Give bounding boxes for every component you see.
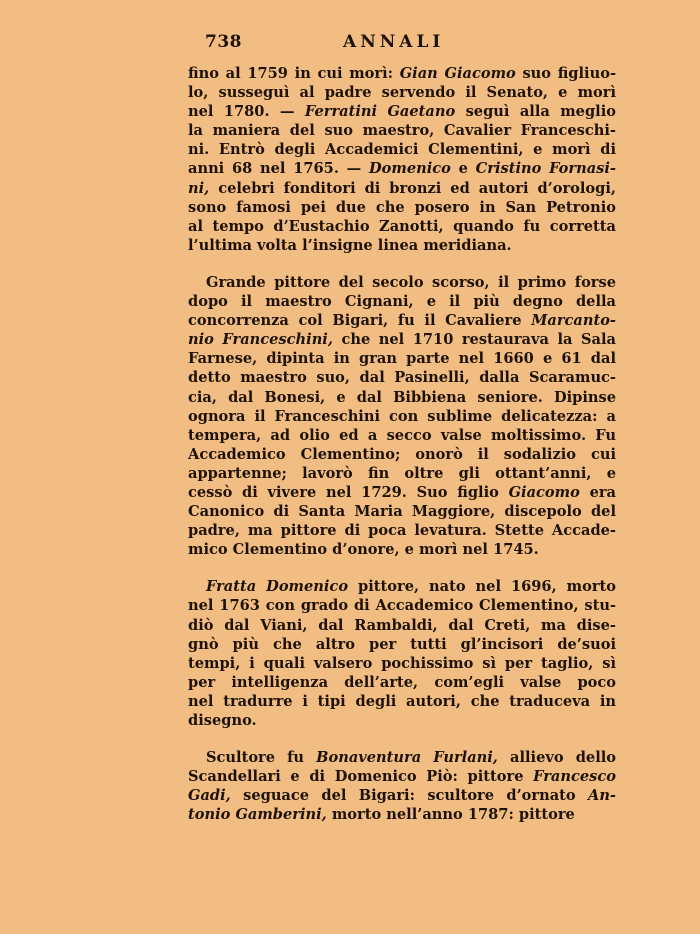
text-line xyxy=(188,179,616,198)
text-line xyxy=(188,502,616,521)
text-run: Scandellari e di Domenico Piò: pittore xyxy=(188,768,534,786)
text-line xyxy=(188,654,616,673)
text-run: nel 1763 con grado di Accademico Clementino, stu- xyxy=(188,597,616,615)
text-line xyxy=(188,426,616,445)
text-run: tempi, i quali valsero pochissimo sì per taglio, sì xyxy=(188,654,616,672)
italic-name: Fratta Domenico xyxy=(206,578,349,596)
text-run: lo, susseguì al padre servendo il Senato, e morì xyxy=(188,84,616,102)
italic-name: Domenico xyxy=(369,160,451,178)
text-run: Scultore fu xyxy=(206,749,317,767)
text-line xyxy=(188,349,616,368)
text-line xyxy=(188,616,616,635)
paragraph-gap xyxy=(188,730,616,748)
text-line xyxy=(188,273,616,292)
italic-name: Francesco xyxy=(533,768,616,786)
text-line xyxy=(188,64,616,83)
paragraph xyxy=(188,577,616,730)
text-run: seguace del Bigari: scultore d’ornato xyxy=(230,787,588,805)
text-run: era xyxy=(579,483,616,501)
text-line xyxy=(188,407,616,426)
text-line xyxy=(188,786,616,805)
text-run: sono famosi pei due che posero in San Petronio xyxy=(188,198,616,216)
text-line xyxy=(188,311,616,330)
text-line xyxy=(188,236,616,255)
text-line xyxy=(188,692,616,711)
text-run: seguì alla meglio xyxy=(455,103,616,121)
text-run: morto nell’anno 1787: pittore xyxy=(326,806,575,824)
italic-name: tonio Gamberini, xyxy=(188,806,327,824)
text-run: diò dal Viani, dal Rambaldi, dal Creti, ma dise- xyxy=(188,616,616,634)
text-run: nel tradurre i tipi degli autori, che traduceva in xyxy=(188,692,616,710)
text-line xyxy=(188,711,616,730)
text-line xyxy=(188,330,616,349)
text-run: cessò di vivere nel 1729. Suo figlio xyxy=(188,483,509,501)
text-line xyxy=(188,368,616,387)
text-run: disegno. xyxy=(188,712,257,729)
text-run: gnò più che altro per tutti gl’incisori de’suoi xyxy=(188,635,616,653)
italic-name: Bonaventura Furlani, xyxy=(316,749,498,767)
text-run: la maniera del suo maestro, Cavalier Franceschi- xyxy=(188,122,616,140)
text-run: nel 1780. — xyxy=(188,103,305,121)
italic-name: ni, xyxy=(188,179,210,197)
text-run: tempera, ad olio ed a secco valse moltissimo. Fu xyxy=(188,426,616,444)
italic-name: An- xyxy=(588,787,616,805)
text-line xyxy=(188,673,616,692)
text-run: e xyxy=(450,160,476,178)
page-number: 738 xyxy=(205,32,242,52)
text-run: celebri fonditori di bronzi ed autori d’orologi, xyxy=(209,179,616,197)
italic-name: Gian Giacomo xyxy=(399,65,516,82)
italic-name: nio Franceschini, xyxy=(188,331,333,349)
text-line xyxy=(188,521,616,540)
text-run: Grande pittore del secolo scorso, il primo forse xyxy=(206,273,616,291)
page-header xyxy=(0,32,700,56)
text-run: Canonico di Santa Maria Maggiore, discepolo del xyxy=(188,503,616,521)
italic-name: Gadi, xyxy=(188,787,231,805)
text-run: cia, dal Bonesi, e dal Bibbiena seniore. Dipinse xyxy=(188,388,616,406)
text-line xyxy=(188,748,616,767)
text-run: concorrenza col Bigari, fu il Cavaliere xyxy=(188,312,532,330)
text-line xyxy=(188,140,616,159)
text-run: allievo dello xyxy=(497,749,617,767)
italic-name: Ferratini Gaetano xyxy=(304,103,456,121)
text-line xyxy=(188,635,616,654)
text-line xyxy=(188,577,616,596)
text-line xyxy=(188,159,616,178)
text-run: al tempo d’Eustachio Zanotti, quando fu corretta xyxy=(188,217,616,235)
text-line xyxy=(188,388,616,407)
paragraph-gap xyxy=(188,559,616,577)
text-line xyxy=(188,540,616,559)
text-run: ni. Entrò degli Accademici Clementini, e morì di xyxy=(188,141,616,159)
text-line xyxy=(188,805,616,824)
paragraph-gap xyxy=(188,255,616,273)
text-run: padre, ma pittore di poca levatura. Stette Accade- xyxy=(188,522,616,540)
text-line xyxy=(188,102,616,121)
paragraph xyxy=(188,748,616,824)
italic-name: Cristino Fornasi- xyxy=(475,160,616,178)
text-run: Accademico Clementino; onorò il sodalizio cui xyxy=(188,445,616,463)
running-title: ANNALI xyxy=(343,32,445,52)
text-line xyxy=(188,217,616,236)
text-line xyxy=(188,483,616,502)
text-run: suo figliuo- xyxy=(515,65,616,82)
text-run: pittore, nato nel 1696, morto xyxy=(348,578,616,596)
text-line xyxy=(188,292,616,311)
paragraph xyxy=(188,273,616,559)
text-line xyxy=(188,445,616,464)
body-text xyxy=(188,64,616,824)
text-run: mico Clementino d’onore, e morì nel 1745. xyxy=(188,541,539,559)
text-line xyxy=(188,121,616,140)
text-line xyxy=(188,464,616,483)
text-run: che nel 1710 restaurava la Sala xyxy=(332,331,616,349)
text-line xyxy=(188,198,616,217)
text-run: per intelligenza dell’arte, com’egli valse poco xyxy=(188,673,616,691)
text-run: fino al 1759 in cui morì: xyxy=(188,65,400,82)
text-line xyxy=(188,767,616,786)
italic-name: Giacomo xyxy=(508,483,580,501)
text-run: dopo il maestro Cignani, e il più degno della xyxy=(188,293,616,311)
text-run: Farnese, dipinta in gran parte nel 1660 e 61 dal xyxy=(188,350,616,368)
text-run: anni 68 nel 1765. — xyxy=(188,160,369,178)
text-run: ognora il Franceschini con sublime delicatezza: a xyxy=(188,407,616,425)
text-run: l’ultima volta l’insigne linea meridiana. xyxy=(188,236,512,254)
text-run: detto maestro suo, dal Pasinelli, dalla Scaramuc- xyxy=(188,369,616,387)
text-run: appartenne; lavorò fin oltre gli ottant’anni, e xyxy=(188,464,616,482)
italic-name: Marcanto- xyxy=(531,312,616,330)
text-line xyxy=(188,83,616,102)
paragraph xyxy=(188,64,616,255)
text-line xyxy=(188,596,616,615)
